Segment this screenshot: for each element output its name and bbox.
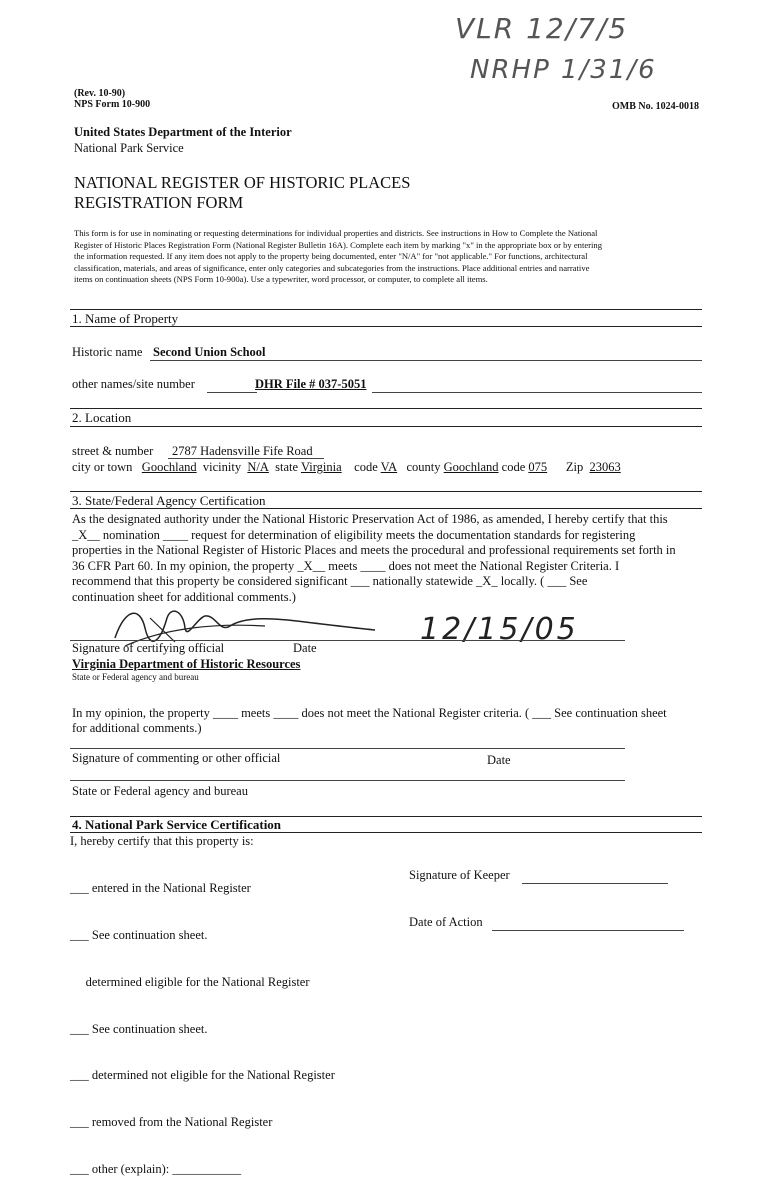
handwritten-note-nrhp: NRHP 1/31/6 bbox=[470, 55, 657, 85]
omb-number: OMB No. 1024-0018 bbox=[612, 101, 699, 112]
state-value: Virginia bbox=[300, 460, 342, 474]
comment-agency-label: State or Federal agency and bureau bbox=[72, 784, 248, 798]
section-divider bbox=[70, 491, 702, 492]
state-label: state bbox=[275, 460, 299, 474]
action-date-label: Date of Action bbox=[409, 915, 483, 929]
section-divider bbox=[70, 326, 702, 327]
code-label: code bbox=[354, 460, 378, 474]
section-3-heading: 3. State/Federal Agency Certification bbox=[72, 493, 266, 508]
section-divider bbox=[70, 408, 702, 409]
service-name: National Park Service bbox=[74, 141, 184, 155]
county-code-value: 075 bbox=[528, 460, 548, 474]
keeper-label: Signature of Keeper bbox=[409, 868, 510, 882]
section-divider bbox=[70, 832, 702, 833]
section-4-heading: 4. National Park Service Certification bbox=[72, 817, 282, 832]
cert-line: properties in the National Register of Historic Places and meets the procedural and professional requirements set forth in bbox=[72, 543, 676, 558]
city-row bbox=[72, 460, 621, 475]
section-divider bbox=[70, 426, 702, 427]
action-date-line bbox=[492, 930, 684, 931]
instruction-line: items on continuation sheets (NPS Form 10-900a). Use a typewriter, word processor, or computer, to complete all items. bbox=[74, 274, 488, 284]
other-names-value: DHR File # 037-5051 bbox=[255, 377, 367, 391]
nps-item: ___ other (explain): ___________ bbox=[70, 1161, 242, 1176]
county-code-label: code bbox=[501, 460, 526, 474]
nps-item: ___ See continuation sheet. bbox=[70, 927, 208, 942]
instruction-line: Register of Historic Places Registration Form (National Register Bulletin 16A). Complete each item by marking "x" in the appropriate box or by entering bbox=[74, 239, 603, 250]
comment-signature-line bbox=[70, 748, 625, 749]
form-number: NPS Form 10-900 bbox=[74, 99, 151, 110]
instruction-line: This form is for use in nominating or requesting determinations for individual properties and districts. See instructions in How to Complete the National bbox=[74, 228, 598, 238]
signature-date-handwritten: 12/15/05 bbox=[420, 612, 579, 647]
section-divider bbox=[70, 508, 702, 509]
nps-item: ___ entered in the National Register bbox=[70, 881, 251, 896]
agency-label: State or Federal agency and bureau bbox=[72, 672, 199, 682]
city-value: Goochland bbox=[141, 460, 197, 474]
opinion-line-1: In my opinion, the property ____ meets ____ does not meet the National Register criteria. ( ___ See continuation sheet bbox=[72, 706, 667, 720]
keeper-line bbox=[522, 883, 668, 884]
form-revision: (Rev. 10-90) bbox=[74, 88, 126, 99]
nps-items bbox=[70, 850, 335, 1193]
sig-official-label: Signature of certifying official bbox=[72, 641, 225, 655]
instruction-line: the information requested. If any item does not apply to the property being documented, enter "N/A" for "not applicable." For functions, architectural bbox=[74, 251, 588, 261]
section-divider bbox=[70, 309, 702, 310]
historic-name-value: Second Union School bbox=[153, 345, 266, 359]
county-value: Goochland bbox=[443, 460, 499, 474]
street-line bbox=[168, 458, 324, 459]
comment-sig-label: Signature of commenting or other official bbox=[72, 751, 281, 765]
agency-name: Virginia Department of Historic Resources bbox=[72, 657, 301, 671]
opinion-line-2: for additional comments.) bbox=[72, 721, 202, 735]
other-names-label: other names/site number bbox=[72, 377, 195, 391]
vicinity-label: vicinity bbox=[202, 460, 242, 474]
vicinity-value: N/A bbox=[247, 460, 269, 474]
other-names-line-a bbox=[207, 392, 257, 393]
street-value: 2787 Hadensville Fife Road bbox=[172, 444, 313, 458]
certification-text bbox=[72, 512, 702, 606]
street-label: street & number bbox=[72, 444, 154, 458]
zip-label: Zip bbox=[565, 460, 584, 474]
nps-item: ___ determined not eligible for the National Register bbox=[70, 1068, 335, 1083]
handwritten-note-vlr: VLR 12/7/5 bbox=[455, 12, 629, 45]
county-label: county bbox=[406, 460, 441, 474]
comment-agency-line bbox=[70, 780, 625, 781]
cert-line: continuation sheet for additional comments.) bbox=[72, 589, 296, 604]
historic-name-label: Historic name bbox=[72, 345, 143, 359]
other-names-line-b bbox=[372, 392, 702, 393]
nps-item: ___ See continuation sheet. bbox=[70, 1021, 208, 1036]
cert-line: 36 CFR Part 60. In my opinion, the property _X__ meets ____ does not meet the National Register Criteria. I bbox=[72, 558, 620, 573]
section-2-heading: 2. Location bbox=[72, 410, 132, 425]
cert-line: recommend that this property be considered significant ___ nationally statewide _X_ locally. ( ___ See bbox=[72, 574, 588, 589]
form-subtitle: REGISTRATION FORM bbox=[74, 193, 244, 212]
instructions bbox=[74, 228, 704, 286]
zip-value: 23063 bbox=[589, 460, 621, 474]
nps-item: determined eligible for the National Register bbox=[70, 974, 310, 989]
code-value: VA bbox=[380, 460, 398, 474]
comment-date-label: Date bbox=[487, 753, 511, 767]
department-name: United States Department of the Interior bbox=[74, 125, 292, 139]
sig-date-label: Date bbox=[293, 641, 317, 655]
historic-name-line bbox=[150, 360, 702, 361]
cert-line: As the designated authority under the National Historic Preservation Act of 1986, as amended, I hereby certify that this bbox=[72, 512, 668, 526]
form-title: NATIONAL REGISTER OF HISTORIC PLACES bbox=[74, 173, 411, 192]
nps-intro: I, hereby certify that this property is: bbox=[70, 834, 254, 848]
instruction-line: classification, materials, and areas of significance, enter only categories and subcategories from the instructions. Place additional entries and narrative bbox=[74, 262, 590, 273]
section-1-heading: 1. Name of Property bbox=[72, 311, 179, 326]
cert-line: _X__ nomination ____ request for determination of eligibility meets the documentation standards for registering bbox=[72, 527, 636, 542]
city-label: city or town bbox=[72, 460, 133, 474]
nps-item: ___ removed from the National Register bbox=[70, 1115, 273, 1130]
